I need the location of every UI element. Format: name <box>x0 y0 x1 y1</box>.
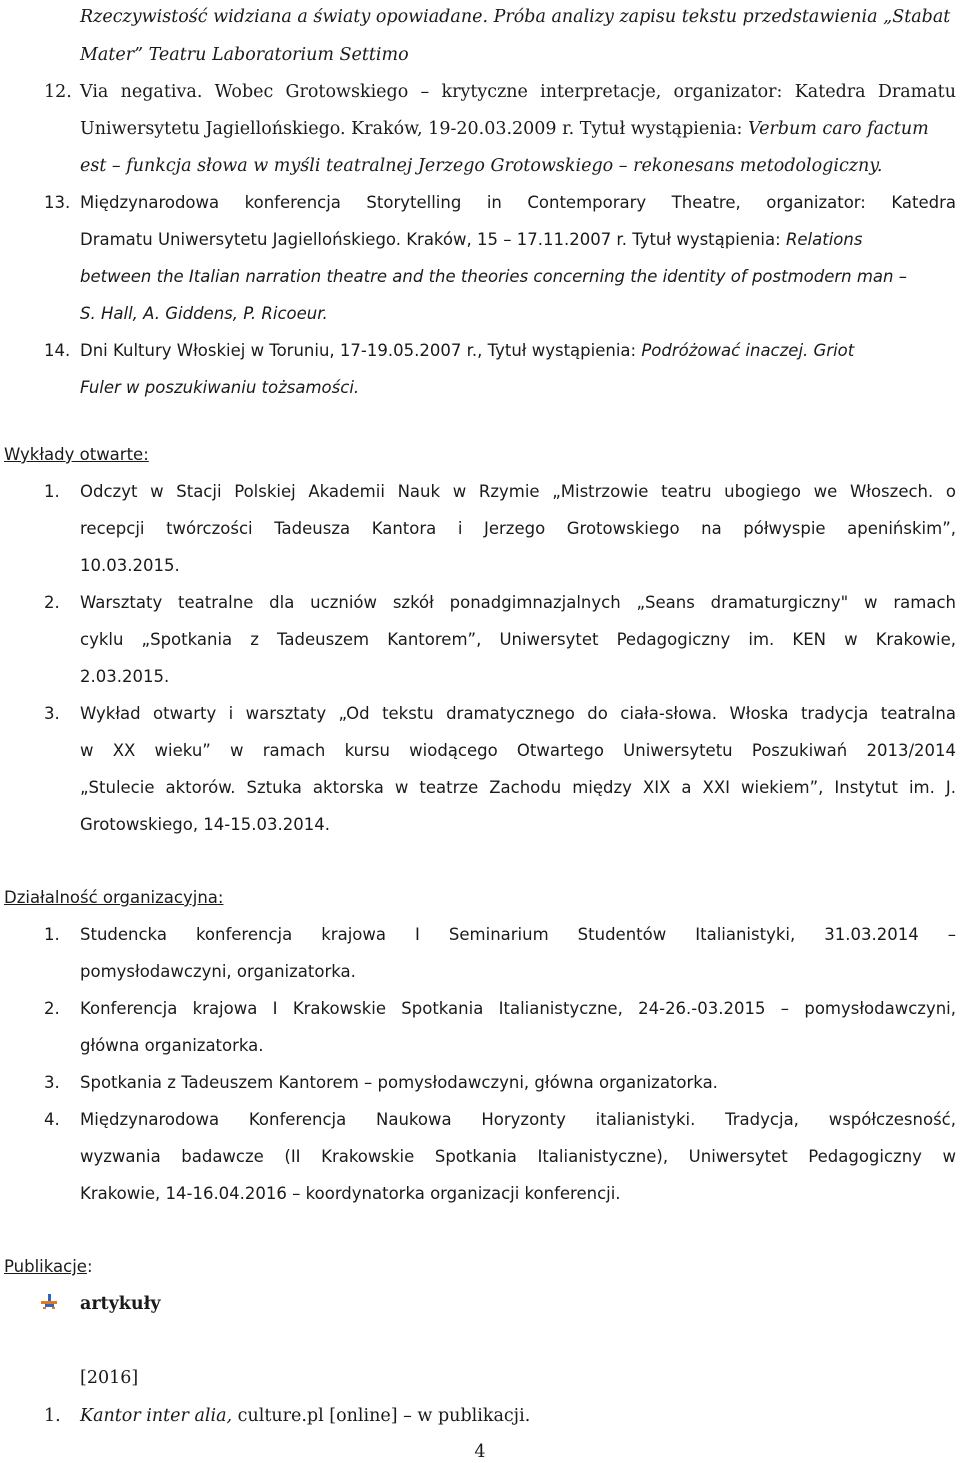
text-line <box>80 703 956 725</box>
text-run: Podróżować inaczej. Griot <box>641 341 855 360</box>
text-run: Odczyt w Stacji Polskiej Akademii Nauk w Rzymie „Mistrzowie teatru ubogiego we Włoszech. o <box>80 482 956 501</box>
text-run: Mater” Teatru Laboratorium Settimo <box>80 45 409 65</box>
text-run: cyklu „Spotkania z Tadeuszem Kantorem”, Uniwersytet Pedagogiczny im. KEN w Krakowie, <box>80 630 956 649</box>
text-run: [2016] <box>80 1368 139 1388</box>
text-run: w XX wieku” w ramach kursu wiodącego Otwartego Uniwersytetu Poszukiwań 2013/2014 <box>80 741 956 760</box>
text-line <box>80 1293 161 1315</box>
list-number: 14. <box>44 341 71 360</box>
section-heading: Wykłady otwarte: <box>4 445 149 464</box>
text-line <box>80 814 330 836</box>
text-run: est – funkcja słowa w myśli teatralnej Jerzego Grotowskiego – rekonesans metodologiczny. <box>80 156 883 176</box>
text-run: Studencka konferencja krajowa I Seminarium Studentów Italianistyki, 31.03.2014 – <box>80 925 956 944</box>
text-run: between the Italian narration theatre and the theories concerning the identity of postmodern man – <box>80 267 907 286</box>
text-line <box>80 44 409 66</box>
text-run: Uniwersytetu Jagiellońskiego. Kraków, 19-20.03.2009 r. Tytuł wystąpienia: <box>80 119 749 139</box>
text-run: Dni Kultury Włoskiej w Toruniu, 17-19.05.2007 r., Tytuł wystąpienia: <box>80 341 642 360</box>
text-line <box>80 1405 530 1427</box>
page-number: 4 <box>474 1442 486 1462</box>
text-line <box>80 592 956 614</box>
text-run: Międzynarodowa konferencja Storytelling in Contemporary Theatre, organizator: Katedra <box>80 193 956 212</box>
text-run: „Stulecie aktorów. Sztuka aktorska w teatrze Zachodu między XIX a XXI wiekiem”, Instytut im. J. <box>80 778 956 797</box>
list-number: 4. <box>44 1110 60 1129</box>
text-run: Rzeczywistość widziana a światy opowiadane. Próba analizy zapisu tekstu przedstawienia „Stabat <box>80 7 951 27</box>
list-number: 1. <box>44 482 60 501</box>
text-line <box>80 1072 718 1094</box>
text-line <box>80 1367 138 1389</box>
list-number: 1. <box>44 925 60 944</box>
text-line <box>80 1109 956 1131</box>
text-run: Kantor inter alia, <box>80 1406 233 1426</box>
text-line <box>80 377 359 399</box>
text-line <box>80 629 956 651</box>
text-line <box>80 518 956 540</box>
text-run: Wykład otwarty i warsztaty „Od tekstu dramatycznego do ciała-słowa. Włoska tradycja teatralna <box>80 704 956 723</box>
text-line <box>80 266 907 288</box>
text-line <box>80 303 328 325</box>
text-line <box>80 1183 621 1205</box>
text-line <box>80 666 169 688</box>
text-run: Krakowie, 14-16.04.2016 – koordynatorka organizacji konferencji. <box>80 1184 621 1203</box>
text-line <box>80 1035 264 1057</box>
text-run: artykuły <box>80 1294 161 1314</box>
text-line <box>80 961 356 983</box>
text-line <box>80 6 950 28</box>
text-run: Fuler w poszukiwaniu tożsamości. <box>80 378 360 397</box>
text-line <box>80 155 882 177</box>
text-run: Via negativa. Wobec Grotowskiego – krytyczne interpretacje, organizator: Katedra Dramatu <box>80 82 956 102</box>
text-run: Grotowskiego, 14-15.03.2014. <box>80 815 330 834</box>
text-run: S. Hall, A. Giddens, P. Ricoeur. <box>80 304 328 323</box>
text-line <box>80 777 956 799</box>
text-run: culture.pl [online] – w publikacji. <box>232 1406 531 1426</box>
list-number: 3. <box>44 704 60 723</box>
text-run: Konferencja krajowa I Krakowskie Spotkania Italianistyczne, 24-26.-03.2015 – pomysłodawczyni, <box>80 999 956 1018</box>
text-run: główna organizatorka. <box>80 1036 264 1055</box>
text-line <box>80 118 929 140</box>
text-line <box>80 229 862 251</box>
list-number: 1. <box>44 1406 61 1426</box>
text-run: Spotkania z Tadeuszem Kantorem – pomysłodawczyni, główna organizatorka. <box>80 1073 718 1092</box>
text-line <box>80 998 956 1020</box>
text-run: Relations <box>785 230 863 249</box>
list-number: 2. <box>44 593 60 612</box>
text-line <box>80 481 956 503</box>
list-number: 13. <box>44 193 71 212</box>
heading-suffix: : <box>87 1257 93 1276</box>
section-heading: Działalność organizacyjna: <box>4 888 224 907</box>
list-bullet-icon <box>40 1292 58 1310</box>
text-line <box>80 192 956 214</box>
text-run: Międzynarodowa Konferencja Naukowa Horyzonty italianistyki. Tradycja, współczesność, <box>80 1110 956 1129</box>
list-number: 12. <box>44 82 72 102</box>
text-run: wyzwania badawcze (II Krakowskie Spotkania Italianistyczne), Uniwersytet Pedagogiczny w <box>80 1147 956 1166</box>
text-line <box>80 924 956 946</box>
text-run: 10.03.2015. <box>80 556 180 575</box>
text-run: recepcji twórczości Tadeusza Kantora i Jerzego Grotowskiego na półwyspie apenińskim”, <box>80 519 956 538</box>
list-number: 3. <box>44 1073 60 1092</box>
text-line <box>80 81 956 103</box>
section-heading: Publikacje <box>4 1257 87 1276</box>
text-line <box>80 555 180 577</box>
text-line <box>80 740 956 762</box>
text-run: Dramatu Uniwersytetu Jagiellońskiego. Kraków, 15 – 17.11.2007 r. Tytuł wystąpienia: <box>80 230 786 249</box>
text-run: Verbum caro factum <box>748 119 929 139</box>
text-line <box>80 1146 956 1168</box>
text-run: Warsztaty teatralne dla uczniów szkół ponadgimnazjalnych „Seans dramaturgiczny" w ramach <box>80 593 956 612</box>
list-number: 2. <box>44 999 60 1018</box>
text-run: 2.03.2015. <box>80 667 170 686</box>
text-line <box>80 340 854 362</box>
text-run: pomysłodawczyni, organizatorka. <box>80 962 356 981</box>
